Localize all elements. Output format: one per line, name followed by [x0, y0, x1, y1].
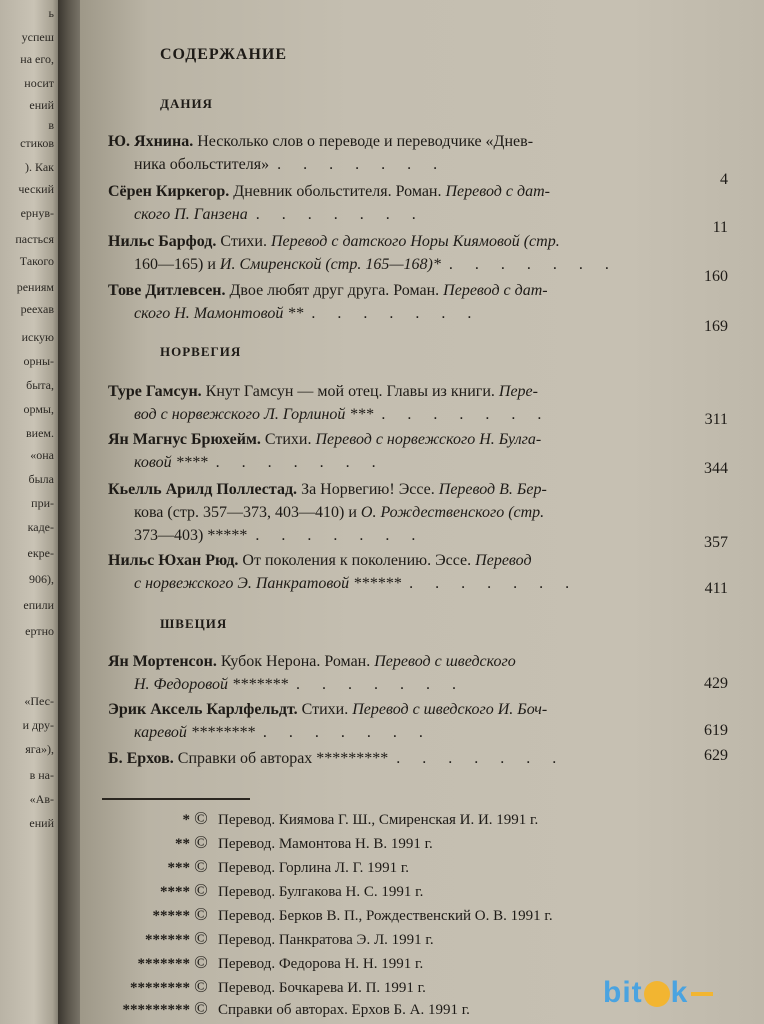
left-page-text: «она	[30, 448, 54, 462]
entry-author: Эрик Аксель Карлфельдт.	[108, 701, 302, 718]
entry-translator: Пере-	[498, 383, 538, 400]
entry-author: Ян Мортенсон.	[108, 653, 221, 670]
page-title: СОДЕРЖАНИЕ	[160, 46, 288, 63]
footnote	[90, 878, 750, 902]
contents-entry	[108, 380, 648, 426]
contents-entry	[108, 549, 648, 595]
entry-title: Кнут Гамсун — мой отец. Главы из книги.	[205, 383, 499, 400]
entry-title: Стихи.	[220, 233, 271, 250]
leader-dots: . . . . . . .	[396, 750, 566, 767]
footnote	[90, 854, 750, 878]
left-page-text: была	[28, 472, 54, 486]
page-number: 619	[704, 722, 728, 739]
left-page-text: 906),	[29, 572, 54, 586]
entry-title: Стихи.	[301, 701, 353, 718]
copyright-icon: ©	[194, 904, 208, 924]
footnote-rule	[102, 798, 250, 800]
entry-translator: Перевод с шведского	[374, 653, 516, 670]
entry-line	[108, 552, 532, 569]
left-page-text: каде-	[27, 520, 54, 534]
leader-dots: . . . . . . .	[255, 206, 425, 223]
contents-entry	[108, 428, 648, 474]
entry-line	[108, 721, 648, 744]
entry-line	[108, 153, 648, 176]
left-page-text: на его,	[20, 52, 54, 66]
left-page-text: искую	[21, 330, 54, 344]
entry-translator: вод с норвежского Л. Горлиной ***	[134, 406, 374, 423]
left-page-text: быта,	[26, 378, 54, 392]
entry-title: ника обольстителя»	[134, 156, 270, 173]
entry-translator: каревой ********	[134, 724, 255, 741]
left-page-text: епили	[23, 598, 54, 612]
footnote	[90, 830, 750, 854]
entry-line	[108, 203, 648, 226]
entry-line	[108, 673, 648, 696]
leader-dots: . . . . . . .	[311, 305, 481, 322]
entry-line	[108, 501, 648, 524]
footnote-marker: ***	[167, 860, 190, 876]
contents-entry	[108, 747, 648, 770]
contents-entry	[108, 130, 648, 176]
entry-line	[108, 701, 547, 718]
entry-translator: с норвежского Э. Панкратовой ******	[134, 575, 402, 592]
contents-entry	[108, 279, 648, 325]
entry-title: За Норвегию! Эссе.	[301, 481, 439, 498]
footnote	[90, 926, 750, 950]
entry-title: кова (стр. 357—373, 403—410) и	[134, 504, 361, 521]
entry-line	[108, 282, 548, 299]
page-number: 429	[704, 675, 728, 692]
entry-translator: Н. Федоровой *******	[134, 676, 288, 693]
entry-title: Стихи.	[264, 431, 316, 448]
copyright-icon: ©	[194, 808, 208, 828]
entry-translator: ского Н. Мамонтовой **	[134, 305, 304, 322]
entry-line	[108, 302, 648, 325]
left-page-text: и дру-	[22, 718, 54, 732]
footnote-marker: *********	[122, 1002, 190, 1018]
section-heading: ШВЕЦИЯ	[160, 616, 228, 631]
entry-line	[108, 451, 648, 474]
page-number: 169	[704, 318, 728, 335]
left-page-text: реехав	[20, 302, 54, 316]
watermark-logo	[603, 973, 753, 1013]
leader-dots: . . . . . . .	[295, 676, 465, 693]
entry-translator: Перевод с шведского И. Боч-	[352, 701, 548, 718]
entry-author: Кьелль Арилд Поллестад.	[108, 481, 302, 498]
entry-translator: Перевод В. Бер-	[438, 481, 547, 498]
entry-author: Нильс Юхан Рюд.	[108, 552, 243, 569]
left-page-text: стиков	[20, 136, 54, 150]
copyright-icon: ©	[194, 998, 208, 1018]
left-page-text: ений	[29, 816, 54, 830]
contents-list	[80, 0, 764, 1024]
left-page-text: носит	[24, 76, 54, 90]
copyright-icon: ©	[194, 952, 208, 972]
footnote-text: Перевод. Булгакова Н. С. 1991 г.	[218, 884, 424, 900]
leader-dots: . . . . . . .	[215, 454, 385, 471]
page-number: 160	[704, 268, 728, 285]
entry-title: От поколения к поколению. Эссе.	[242, 552, 476, 569]
watermark-text-2: k	[670, 976, 689, 1009]
left-page-text: при-	[31, 496, 54, 510]
entry-translator: Перевод с норвежского Н. Булга-	[315, 431, 542, 448]
entry-author: Туре Гамсун.	[108, 383, 206, 400]
entry-author: Ю. Яхнина.	[108, 133, 198, 150]
entry-line	[108, 572, 648, 595]
footnote	[90, 902, 750, 926]
left-page-text: Такого	[19, 254, 54, 268]
copyright-icon: ©	[194, 880, 208, 900]
left-page-text: в	[48, 118, 54, 132]
footnote-marker: ****	[160, 884, 190, 900]
page-number: 629	[704, 747, 728, 764]
footnote-marker: *****	[152, 908, 190, 924]
copyright-icon: ©	[194, 976, 208, 996]
contents-page	[80, 0, 764, 1024]
left-page-text: ). Как	[25, 160, 54, 174]
entry-title: Справки об авторах *********	[177, 750, 389, 767]
left-page-text: вием.	[25, 426, 54, 440]
entry-title: Двое любят друг друга. Роман.	[229, 282, 444, 299]
copyright-icon: ©	[194, 856, 208, 876]
leader-dots: . . . . . . .	[277, 156, 447, 173]
page-number: 4	[720, 171, 728, 188]
contents-entry	[108, 180, 648, 226]
entry-line	[108, 383, 538, 400]
entry-translator: О. Рождественского (стр.	[360, 504, 545, 521]
watermark-dash-icon	[691, 992, 713, 996]
page-number: 357	[704, 534, 728, 551]
left-page-text: екре-	[27, 546, 54, 560]
entry-title: 160—165) и	[134, 256, 220, 273]
watermark-circle-icon	[644, 981, 670, 1007]
entry-translator: Перевод с дат-	[443, 282, 548, 299]
page-number: 11	[712, 219, 728, 236]
footnote	[90, 950, 750, 974]
page-number: 311	[704, 411, 728, 428]
entry-author: Б. Ерхов.	[108, 750, 178, 767]
entry-line	[108, 750, 565, 767]
entry-title: 373—403) *****	[134, 527, 248, 544]
copyright-icon: ©	[194, 832, 208, 852]
left-page-text: орны-	[23, 354, 54, 368]
left-page-text: ертно	[25, 624, 54, 638]
left-page-text: ческий	[18, 182, 54, 196]
entry-line	[108, 253, 648, 276]
entry-line	[108, 403, 648, 426]
entry-line	[108, 431, 541, 448]
contents-entry	[108, 698, 648, 744]
footnote-text: Перевод. Панкратова Э. Л. 1991 г.	[218, 932, 434, 948]
entry-title: Дневник обольстителя. Роман.	[233, 183, 446, 200]
leader-dots: . . . . . . .	[448, 256, 618, 273]
footnote-text: Перевод. Берков В. П., Рождественский О. В. 1991 г.	[218, 908, 553, 924]
entry-title: Несколько слов о переводе и переводчике «Днев-	[197, 133, 534, 150]
footnote-marker: **	[175, 836, 190, 852]
left-page-text: пасться	[15, 232, 54, 246]
entry-line	[108, 524, 648, 547]
entry-title: Кубок Нерона. Роман.	[220, 653, 375, 670]
page-number: 344	[704, 460, 728, 477]
footnote-text: Перевод. Федорова Н. Н. 1991 г.	[218, 956, 424, 972]
entry-translator: Перевод	[475, 552, 532, 569]
left-page-text: успеш	[21, 30, 54, 44]
leader-dots: . . . . . . .	[262, 724, 432, 741]
footnote-marker: *	[182, 812, 190, 828]
contents-entry	[108, 478, 648, 547]
left-page-text: ь	[48, 6, 54, 20]
left-page-text: рениям	[16, 280, 54, 294]
contents-entry	[108, 650, 648, 696]
section-heading: ДАНИЯ	[160, 96, 213, 111]
entry-author: Сёрен Киркегор.	[108, 183, 234, 200]
entry-translator: И. Смиренской (стр. 165—168)*	[219, 256, 441, 273]
entry-translator: Перевод с дат-	[445, 183, 550, 200]
left-page-text: «Пес-	[24, 694, 54, 708]
left-page-text: ений	[29, 98, 54, 112]
entry-author: Тове Дитлевсен.	[108, 282, 230, 299]
entry-author: Нильс Барфод.	[108, 233, 221, 250]
footnote-marker: *******	[137, 956, 190, 972]
entry-translator: Перевод с датского Норы Киямовой (стр.	[270, 233, 560, 250]
section-heading: НОРВЕГИЯ	[160, 344, 242, 359]
footnote-text: Перевод. Бочкарева И. П. 1991 г.	[218, 980, 426, 996]
entry-author: Ян Магнус Брюхейм.	[108, 431, 265, 448]
page-number: 411	[704, 580, 728, 597]
entry-line	[108, 183, 550, 200]
entry-line	[108, 233, 560, 250]
footnote	[90, 806, 750, 830]
footnote-text: Перевод. Горлина Л. Г. 1991 г.	[218, 860, 410, 876]
contents-entry	[108, 230, 648, 276]
footnote-text: Справки об авторах. Ерхов Б. А. 1991 г.	[218, 1002, 470, 1018]
watermark-text: bit	[603, 976, 643, 1009]
leader-dots: . . . . . . .	[255, 527, 425, 544]
leader-dots: . . . . . . .	[381, 406, 551, 423]
left-page-text: «Ав-	[29, 792, 54, 806]
entry-line	[108, 653, 516, 670]
footnote-text: Перевод. Киямова Г. Ш., Смиренская И. И. 1991 г.	[218, 812, 539, 828]
footnote-marker: ******	[145, 932, 190, 948]
left-page-text: ернув-	[20, 206, 54, 220]
left-page-text: яга»),	[25, 742, 54, 756]
left-page-text: ормы,	[23, 402, 54, 416]
entry-line	[108, 481, 547, 498]
left-page-text: в на-	[29, 768, 54, 782]
footnote-marker: ********	[130, 980, 190, 996]
footnote-text: Перевод. Мамонтова Н. В. 1991 г.	[218, 836, 433, 852]
leader-dots: . . . . . . .	[409, 575, 579, 592]
copyright-icon: ©	[194, 928, 208, 948]
entry-line	[108, 133, 533, 150]
entry-translator: ковой ****	[134, 454, 208, 471]
entry-translator: ского П. Ганзена	[134, 206, 248, 223]
left-page-fragment	[0, 0, 62, 1024]
